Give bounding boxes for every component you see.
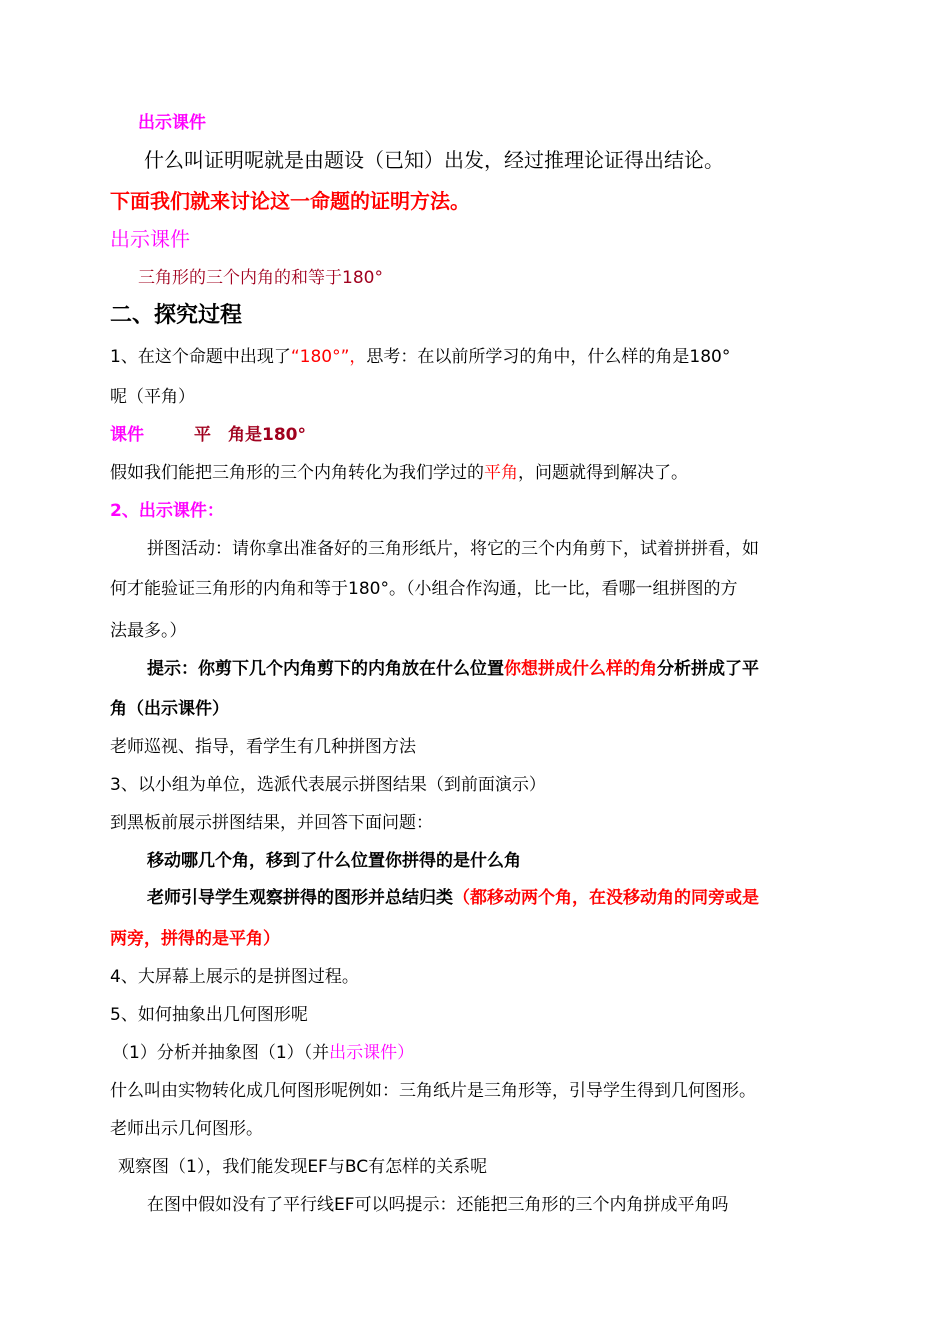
text-run: 分析拼成了平 bbox=[657, 659, 759, 679]
section-heading: 二、探究过程 bbox=[110, 303, 243, 328]
paragraph: 观察图（1），我们能发现EF与BC有怎样的关系呢 bbox=[118, 1157, 488, 1177]
summary-continuation: 两旁，拼得的是平角） bbox=[110, 929, 280, 949]
text-run: 提示：你剪下几个内角剪下的内角放在什么位置 bbox=[147, 659, 504, 679]
paragraph bbox=[110, 424, 306, 446]
paragraph bbox=[112, 1042, 414, 1064]
highlight-text: （都移动两个角，在没移动角的同旁或是 bbox=[453, 888, 759, 908]
highlight-text: 平角 bbox=[484, 463, 518, 483]
step-heading: 2、出示课件： bbox=[110, 501, 224, 521]
paragraph bbox=[110, 462, 688, 484]
paragraph: 老师巡视、指导，看学生有几种拼图方法 bbox=[110, 737, 416, 757]
summary-paragraph bbox=[147, 887, 759, 909]
text-run: 思考：在以前所学习的角中，什么样的角是180° bbox=[366, 347, 731, 367]
text-run: （1）分析并抽象图（1）（并 bbox=[112, 1043, 330, 1063]
courseware-text: 出示课件 bbox=[329, 1043, 398, 1063]
show-courseware-note: 出示课件 bbox=[138, 113, 206, 133]
text-run: ） bbox=[397, 1043, 415, 1063]
paragraph bbox=[110, 346, 730, 368]
courseware-label: 课件 bbox=[110, 425, 144, 445]
paragraph: 何才能验证三角形的内角和等于180°。（小组合作沟通，比一比，看哪一组拼图的方 bbox=[110, 579, 738, 599]
text-run: 1、在这个命题中出现了 bbox=[110, 347, 291, 367]
paragraph: 法最多。） bbox=[110, 621, 187, 641]
highlight-text: 你想拼成什么样的角 bbox=[504, 659, 657, 679]
courseware-text: 平 角是180° bbox=[194, 425, 306, 445]
text-run: 老师引导学生观察拼得的图形并总结归类 bbox=[147, 888, 453, 908]
paragraph: 5、如何抽象出几何图形呢 bbox=[110, 1005, 308, 1025]
paragraph: 呢（平角） bbox=[110, 387, 195, 407]
show-courseware-note: 出示课件 bbox=[110, 227, 190, 251]
paragraph: 什么叫由实物转化成几何图形呢例如：三角纸片是三角形等，引导学生得到几何图形。 bbox=[110, 1081, 756, 1101]
paragraph: 3、以小组为单位，选派代表展示拼图结果（到前面演示） bbox=[110, 775, 546, 795]
theorem-statement: 三角形的三个内角的和等于180° bbox=[138, 268, 383, 288]
question-paragraph: 移动哪几个角，移到了什么位置你拼得的是什么角 bbox=[147, 851, 521, 871]
paragraph: 老师出示几何图形。 bbox=[110, 1119, 263, 1139]
text-run: 假如我们能把三角形的三个内角转化为我们学过的 bbox=[110, 463, 484, 483]
paragraph: 4、大屏幕上展示的是拼图过程。 bbox=[110, 967, 359, 987]
discussion-intro: 下面我们就来讨论这一命题的证明方法。 bbox=[110, 189, 470, 213]
paragraph: 角（出示课件） bbox=[110, 699, 229, 719]
paragraph: 在图中假如没有了平行线EF可以吗提示：还能把三角形的三个内角拼成平角吗 bbox=[147, 1195, 729, 1215]
hint-paragraph bbox=[147, 658, 759, 680]
text-run: ，问题就得到解决了。 bbox=[518, 463, 688, 483]
proof-definition: 什么叫证明呢就是由题设（已知）出发，经过推理论证得出结论。 bbox=[144, 148, 724, 172]
paragraph: 到黑板前展示拼图结果，并回答下面问题： bbox=[110, 813, 433, 833]
highlight-text: “180°”， bbox=[290, 347, 367, 367]
paragraph: 拼图活动：请你拿出准备好的三角形纸片，将它的三个内角剪下，试着拼拼看，如 bbox=[147, 539, 759, 559]
